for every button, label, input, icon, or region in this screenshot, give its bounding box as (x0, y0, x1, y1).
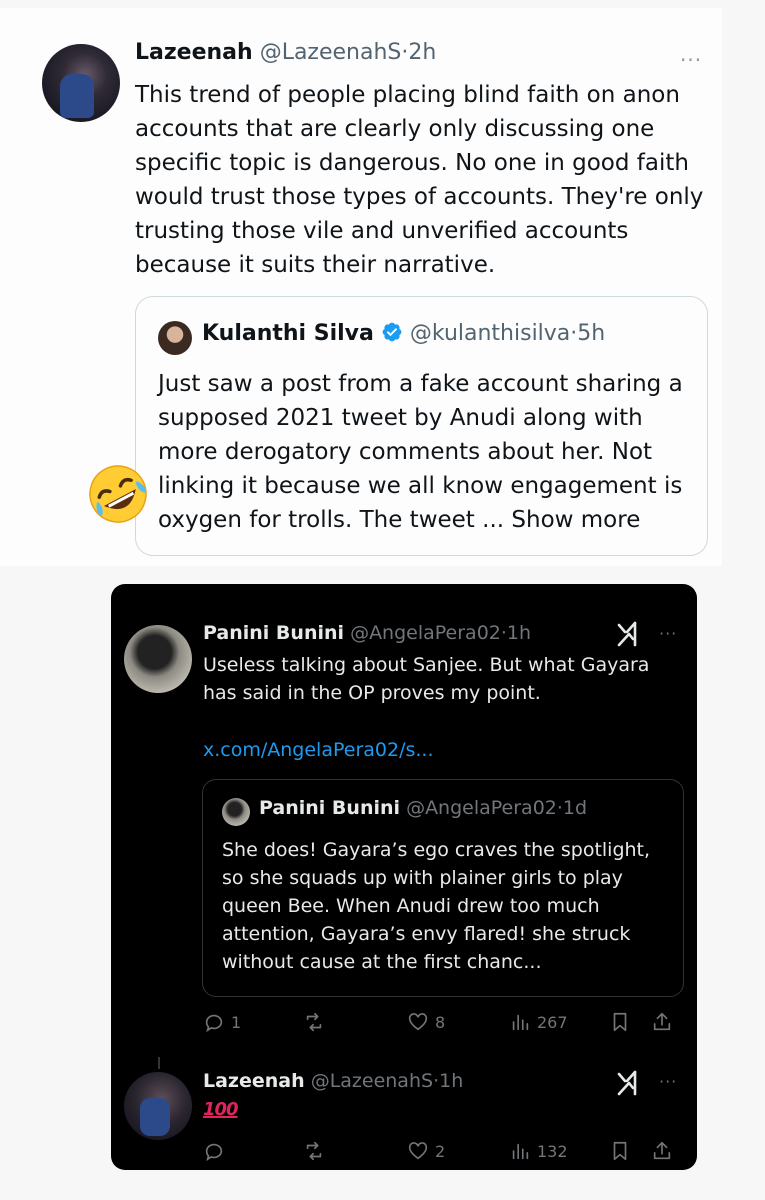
dark-reply-thread (111, 584, 697, 1170)
views-button[interactable] (509, 1011, 568, 1033)
repost-icon (303, 1140, 325, 1162)
bookmark-icon (609, 1011, 631, 1033)
repost-button[interactable] (303, 1011, 325, 1033)
separator-dot: · (433, 1070, 440, 1092)
more-options-icon[interactable]: ··· (659, 624, 678, 643)
reply-author-name[interactable]: Panini Bunini (203, 622, 345, 644)
reply-header (203, 1070, 463, 1092)
heart-icon (407, 1140, 429, 1162)
views-chart-icon (509, 1011, 531, 1033)
post-header (135, 40, 436, 65)
comment-icon (203, 1011, 225, 1033)
reply-author-name[interactable]: Lazeenah (203, 1070, 305, 1092)
post-text: This trend of people placing blind faith on anon accounts that are clearly only discussing one specific topic is dangerous. No one in good faith would trust those types of accounts. They're only trusting those vile and unverified accounts because it suits their narrative. (135, 82, 704, 278)
like-button[interactable] (407, 1011, 445, 1033)
bookmark-button[interactable] (609, 1140, 631, 1162)
quoted-post-header (202, 321, 605, 346)
more-options-icon[interactable]: ··· (680, 48, 703, 72)
quoted-author-avatar (222, 798, 250, 826)
reply-author-avatar[interactable] (124, 1072, 192, 1140)
author-handle[interactable]: @LazeenahS (259, 40, 402, 65)
reply-header (203, 622, 531, 644)
reply-author-avatar[interactable] (124, 625, 192, 693)
share-button[interactable] (651, 1011, 673, 1033)
quoted-reply-text: She does! Gayara’s ego craves the spotlight, so she squads up with plainer girls to play queen Bee. When Anudi drew too much attention, Gayara’s envy flared! she struck without cause at the first chanc... (222, 839, 651, 973)
heart-icon (407, 1011, 429, 1033)
views-chart-icon (509, 1140, 531, 1162)
post-time[interactable]: 2h (408, 40, 437, 65)
thread-connector-line (158, 1057, 160, 1069)
quoted-reply-time: 1d (562, 797, 588, 819)
quoted-post-time: 5h (577, 321, 606, 346)
quoted-post-body: Just saw a post from a fake account sharing a supposed 2021 tweet by Anudi along with more derogatory comments about her. Not linking it because we all know engagement is oxygen for trolls. The tweet ... (158, 371, 683, 533)
quoted-author-handle: @kulanthisilva (409, 321, 571, 346)
reply-action-bar (203, 1140, 683, 1166)
reply-link[interactable]: x.com/AngelaPera02/s... (203, 739, 434, 761)
views-button[interactable] (509, 1140, 568, 1162)
separator-dot: · (500, 622, 507, 644)
author-avatar[interactable] (42, 44, 120, 122)
reply-author-handle[interactable]: @LazeenahS (310, 1070, 434, 1092)
share-button[interactable] (651, 1140, 673, 1162)
reply-author-handle[interactable]: @AngelaPera02 (350, 622, 501, 644)
share-icon (651, 1140, 673, 1162)
grok-icon[interactable] (616, 1070, 644, 1096)
reply-text: Useless talking about Sanjee. But what Gayara has said in the OP proves my point. (203, 654, 650, 704)
bookmark-button[interactable] (609, 1011, 631, 1033)
like-count: 2 (435, 1141, 446, 1161)
quoted-reply-header (259, 797, 587, 819)
reply-time[interactable]: 1h (506, 622, 532, 644)
quoted-author-name: Kulanthi Silva (202, 321, 374, 346)
repost-button[interactable] (303, 1140, 325, 1162)
reply-time[interactable]: 1h (439, 1070, 464, 1092)
grok-icon[interactable] (616, 621, 644, 647)
quoted-author-avatar (158, 321, 192, 355)
more-options-icon[interactable]: ··· (659, 1072, 678, 1091)
view-count: 267 (537, 1012, 568, 1032)
separator-dot: · (401, 40, 409, 65)
hundred-points-emoji: 100 (203, 1099, 238, 1120)
reply-count: 1 (231, 1012, 242, 1032)
bookmark-icon (609, 1140, 631, 1162)
reply-action-bar (203, 1011, 683, 1037)
rolling-on-floor-laughing-emoji (86, 462, 150, 526)
repost-icon (303, 1011, 325, 1033)
quoted-reply[interactable] (202, 779, 684, 997)
verified-badge-icon (381, 321, 403, 343)
separator-dot: · (556, 797, 563, 819)
quoted-post[interactable] (135, 296, 708, 556)
quoted-post-text (158, 367, 698, 537)
quoted-author-name: Panini Bunini (259, 797, 401, 819)
comment-icon (203, 1140, 225, 1162)
separator-dot: · (570, 321, 578, 346)
like-count: 8 (435, 1012, 446, 1032)
quoted-author-handle: @AngelaPera02 (406, 797, 557, 819)
reply-button[interactable] (203, 1140, 225, 1162)
view-count: 132 (537, 1141, 568, 1161)
author-name[interactable]: Lazeenah (135, 40, 253, 65)
show-more-link[interactable]: Show more (511, 507, 641, 533)
share-icon (651, 1011, 673, 1033)
reply-button[interactable] (203, 1011, 241, 1033)
like-button[interactable] (407, 1140, 445, 1162)
